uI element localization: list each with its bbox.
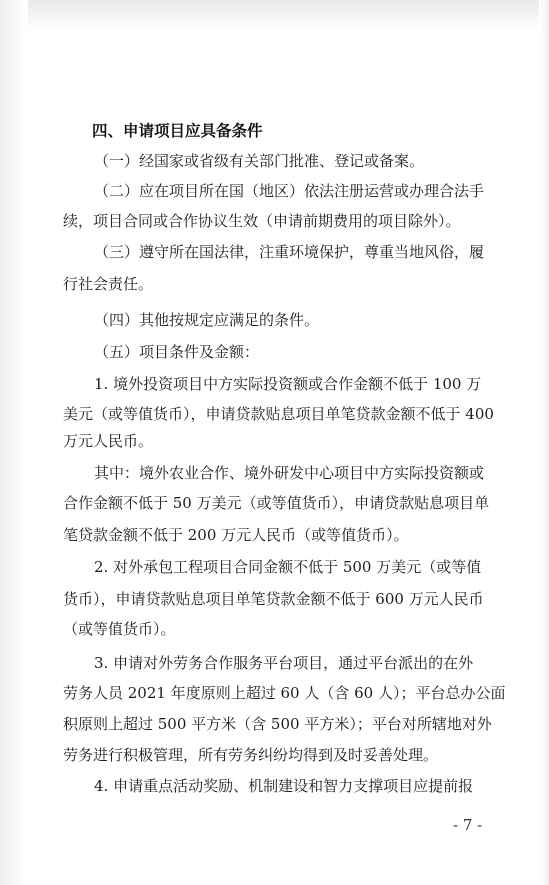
paragraph-line: （三）遵守所在国法律，注重环境保护，尊重当地风俗，履 [94,243,485,261]
paragraph-line: （五）项目条件及金额： [94,343,260,361]
paragraph-line: 行社会责任。 [63,275,154,293]
paragraph-line: 美元（或等值货币），申请贷款贴息项目单笔贷款金额不低于 400 [63,405,494,423]
paragraph-line: （或等值货币）。 [63,620,176,638]
section-heading: 四、申请项目应具备条件 [92,122,263,140]
paragraph-line: （一）经国家或省级有关部门批准、登记或备案。 [94,152,425,170]
paragraph-line: 4. 申请重点活动奖励、机制建设和智力支撑项目应提前报 [94,777,474,795]
paragraph-line: 3. 申请对外劳务合作服务平台项目，通过平台派出的在外 [94,654,474,672]
paragraph-line: （二）应在项目所在国（地区）依法注册运营或办理合法手 [94,182,485,200]
paragraph-line: 2. 对外承包工程项目合同金额不低于 500 万美元（或等值 [94,558,482,576]
paragraph-line: 笔贷款金额不低于 200 万元人民币（或等值货币）。 [63,526,409,544]
paragraph-line: 续，项目合同或合作协议生效（申请前期费用的项目除外）。 [63,212,461,230]
paragraph-line: 劳务人员 2021 年度原则上超过 60 人（含 60 人）；平台总办公面 [63,684,506,702]
paragraph-line: 1. 境外投资项目中方实际投资额或合作金额不低于 100 万 [94,375,482,393]
page-number: - 7 - [453,816,483,834]
paragraph-line: （四）其他按规定应满足的条件。 [94,311,320,329]
paragraph-line: 积原则上超过 500 平方米（含 500 平方米）；平台对所辖地对外 [63,715,492,733]
scan-shadow-left [0,0,28,885]
paragraph-line: 合作金额不低于 50 万美元（或等值货币），申请贷款贴息项目单 [63,494,490,512]
scan-shadow-right [539,0,549,885]
paragraph-line: 劳务进行积极管理，所有劳务纠纷均得到及时妥善处理。 [63,746,439,764]
paragraph-line: 其中：境外农业合作、境外研发中心项目中方实际投资额或 [94,464,485,482]
paragraph-line: 万元人民币。 [63,432,154,450]
scan-shadow-top [0,0,549,30]
paragraph-line: 货币），申请贷款贴息项目单笔贷款金额不低于 600 万元人民币 [63,590,484,608]
